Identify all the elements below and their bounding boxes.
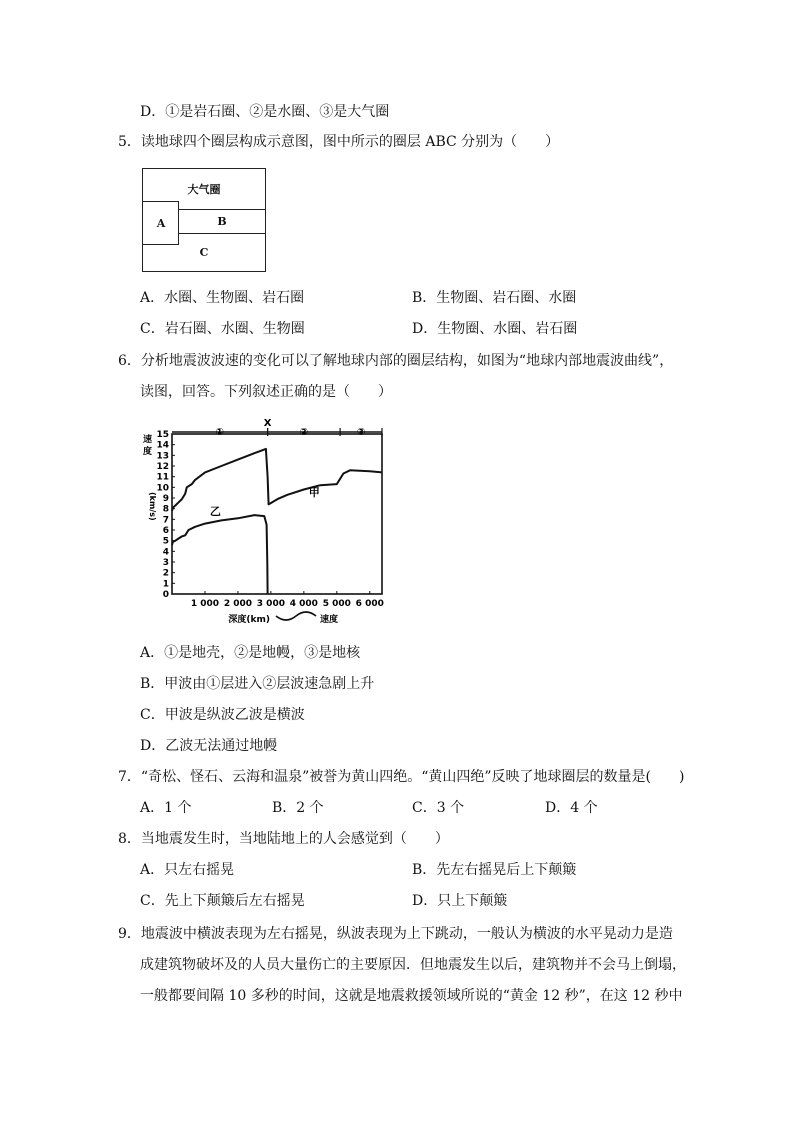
y-tick-label: 15 — [156, 430, 169, 440]
q7-option-c: C．3 个 — [412, 800, 465, 816]
x-tick-label: 3 000 — [256, 599, 285, 609]
diagram-label-c: C — [199, 245, 209, 259]
q6-stem-line1: 6．分析地震波波速的变化可以了解地球内部的圈层结构，如图为“地球内部地震波曲线”， — [118, 353, 674, 369]
y-axis-label: 度 — [143, 447, 153, 457]
x-tick-label: 4 000 — [289, 599, 318, 609]
x-tick-label: 2 000 — [223, 599, 253, 609]
series-line-yi — [172, 515, 268, 594]
q9-line2: 成建筑物破坏及的人员大量伤亡的主要原因．但地震发生以后，建筑物并不会马上倒塌， — [140, 957, 686, 973]
q7-stem: 7．“奇松、怪石、云海和温泉”被誉为黄山四绝。“黄山四绝”反映了地球圈层的数量是( ) — [118, 769, 685, 785]
zone-label-x: X — [263, 418, 272, 429]
earth-layers-diagram — [142, 168, 266, 272]
y-tick-label: 9 — [162, 494, 169, 504]
legend-line — [276, 612, 316, 620]
q6-option-c: C．甲波是纵波乙波是横波 — [140, 707, 305, 723]
x-axis-label: 深度(km) — [228, 615, 270, 625]
q5-stem: 5．读地球四个圈层构成示意图，图中所示的圈层 ABC 分别为（ ） — [118, 134, 560, 150]
q6-option-b: B．甲波由①层进入②层波速急剧上升 — [140, 676, 375, 692]
y-tick-label: 10 — [156, 483, 169, 494]
q6-option-d: D．乙波无法通过地幔 — [140, 738, 278, 754]
y-axis-unit: (km/s) — [148, 492, 157, 521]
q6-option-a: A．①是地壳，②是地幔，③是地核 — [140, 645, 361, 661]
q8-option-b: B．先左右摇晃后上下颠簸 — [412, 862, 577, 878]
q7-option-a: A．1 个 — [140, 800, 192, 816]
series-label-yi: 乙 — [209, 505, 221, 519]
y-tick-label: 3 — [162, 558, 169, 568]
y-tick-label: 13 — [156, 451, 169, 462]
zone-label: ① — [215, 427, 225, 438]
q4-option-d: D．①是岩石圈、②是水圈、③是大气圈 — [140, 104, 390, 120]
x-tick-label: 6 000 — [355, 599, 384, 609]
y-tick-label: 14 — [156, 440, 169, 451]
q5-option-b: B．生物圈、岩石圈、水圈 — [412, 290, 577, 306]
q5-option-a: A．水圈、生物圈、岩石圈 — [140, 290, 305, 306]
q7-option-d: D．4 个 — [545, 800, 598, 816]
y-tick-label: 0 — [162, 590, 169, 600]
q5-option-d: D．生物圈、水圈、岩石圈 — [412, 321, 578, 337]
y-tick-label: 1 — [162, 579, 169, 590]
y-tick-label: 4 — [162, 547, 169, 558]
q5-option-c: C．岩石圈、水圈、生物圈 — [140, 321, 305, 337]
y-tick-label: 7 — [162, 515, 169, 526]
seismic-wave-chart — [140, 418, 390, 628]
diagram-label-atmosphere: 大气圈 — [187, 183, 221, 196]
y-tick-label: 8 — [162, 504, 169, 515]
q6-stem-line2: 读图，回答。下列叙述正确的是（ ） — [140, 384, 392, 400]
q8-option-a: A．只左右摇晃 — [140, 862, 235, 878]
seismic-wave-chart-svg — [140, 418, 390, 628]
q9-line3: 一般都要间隔 10 多秒的时间，这就是地震救援领域所说的“黄金 12 秒”，在这 12 秒中 — [140, 988, 683, 1004]
y-tick-label: 12 — [156, 462, 169, 472]
x-tick-label: 5 000 — [322, 599, 351, 609]
q8-stem: 8．当地震发生时，当地陆地上的人会感觉到（ ） — [118, 831, 449, 847]
series-line-jia — [172, 449, 382, 511]
plot-frame — [172, 434, 382, 594]
y-tick-label: 5 — [162, 536, 169, 547]
q8-option-d: D．只上下颠簸 — [412, 893, 508, 909]
legend-label: 速度 — [320, 615, 339, 625]
y-tick-label: 11 — [156, 472, 169, 483]
q7-option-b: B．2 个 — [272, 800, 324, 816]
series-label-jia: 甲 — [308, 485, 320, 499]
zone-label: ② — [299, 427, 309, 438]
y-tick-label: 6 — [162, 526, 169, 536]
y-axis-label: 速 — [143, 435, 153, 445]
diagram-label-b: B — [217, 214, 227, 228]
diagram-label-a: A — [156, 216, 166, 230]
q8-option-c: C．先上下颠簸后左右摇晃 — [140, 893, 305, 909]
zone-label: ③ — [356, 427, 366, 438]
q9-line1: 9．地震波中横波表现为左右摇晃，纵波表现为上下跳动，一般认为横波的水平晃动力是造 — [118, 926, 673, 942]
y-tick-label: 2 — [162, 568, 169, 579]
x-tick-label: 1 000 — [190, 599, 220, 609]
